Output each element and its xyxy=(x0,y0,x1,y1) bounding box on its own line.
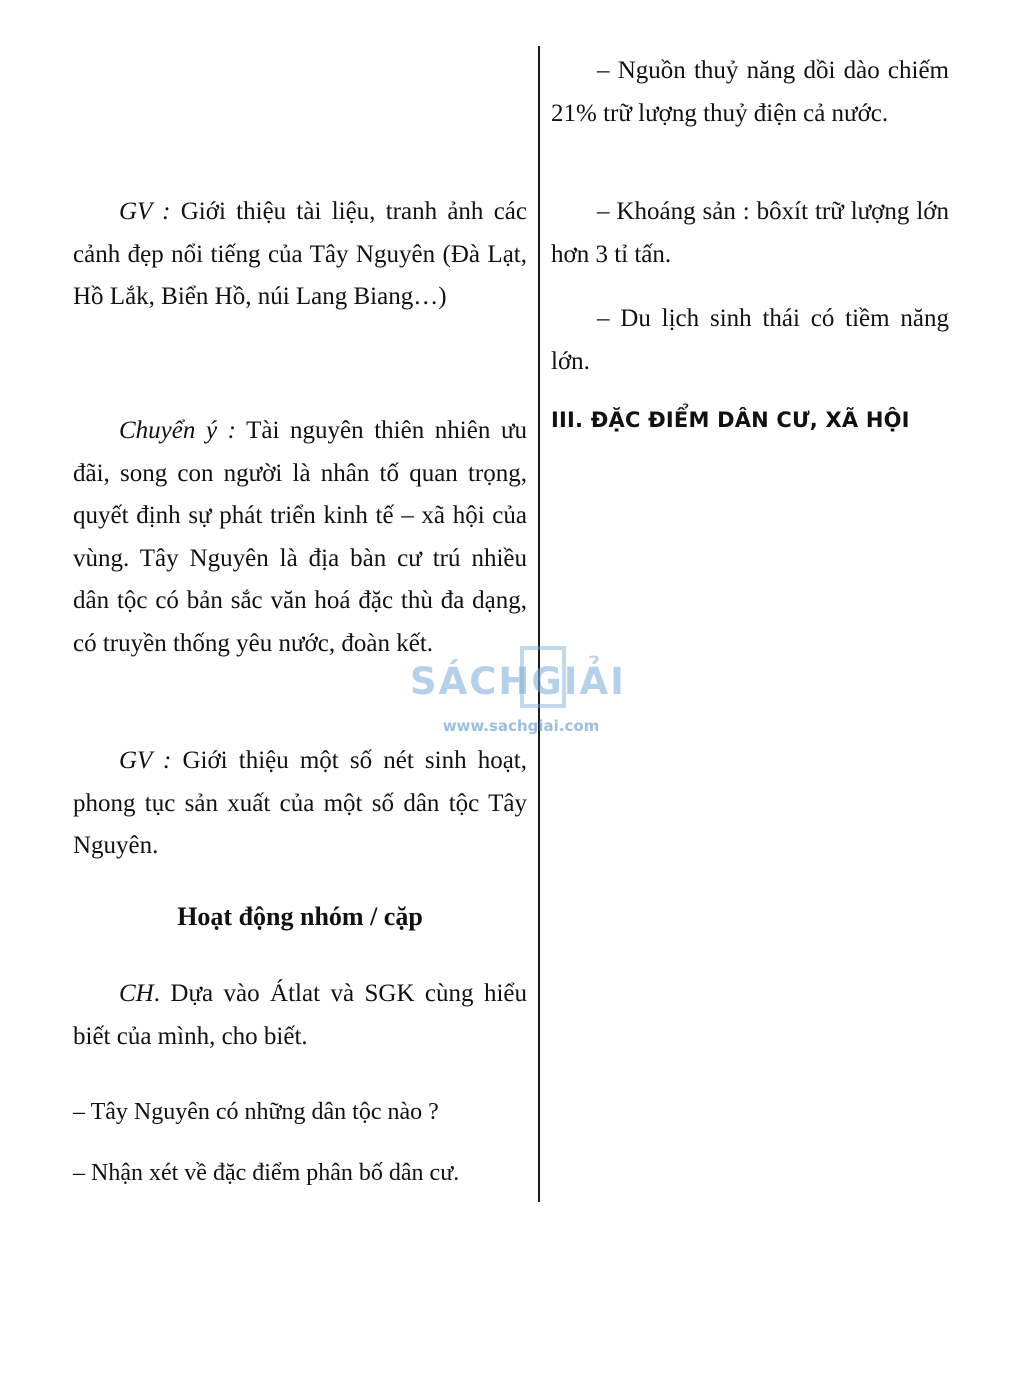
tourism-point: – Du lịch sinh thái có tiềm năng lớn. xyxy=(551,305,949,375)
question-item-2: – Nhận xét về đặc điểm phân bố dân cư. xyxy=(73,1160,460,1186)
teacher-intro-paragraph xyxy=(73,191,527,319)
gv-label: GV : xyxy=(119,198,171,225)
paragraph-text: Tài nguyên thiên nhiên ưu đãi, song con người là nhân tố quan trọng, quyết định sự phát triển kinh tế – xã hội của vùng. Tây Nguyên là địa bàn cư trú nhiều dân tộc có bản sắc văn hoá đặc thù đa dạng, có truyền thống yêu nước, đoàn kết. xyxy=(73,417,527,657)
column-divider xyxy=(538,46,540,1202)
transition-paragraph xyxy=(73,410,527,666)
question-item-1: – Tây Nguyên có những dân tộc nào ? xyxy=(73,1099,439,1125)
teacher-customs-paragraph xyxy=(73,740,527,868)
minerals-point: – Khoáng sản : bôxít trữ lượng lớn hơn 3 tỉ tấn. xyxy=(551,198,949,268)
hydropower-point: – Nguồn thuỷ năng dồi dào chiếm 21% trữ lượng thuỷ điện cả nước. xyxy=(551,57,949,127)
gv-label: GV : xyxy=(119,747,172,774)
chuyen-y-label: Chuyển ý : xyxy=(119,417,236,444)
paragraph-text: . Dựa vào Átlat và SGK cùng hiểu biết của mình, cho biết. xyxy=(73,980,527,1050)
watermark-text: SÁCHGIẢI xyxy=(410,660,626,703)
section-title: III. ĐẶC ĐIỂM DÂN CƯ, XÃ HỘI xyxy=(551,408,910,432)
paragraph-text: Giới thiệu tài liệu, tranh ảnh các cảnh đẹp nổi tiếng của Tây Nguyên (Đà Lạt, Hồ Lắk, Biển Hồ, núi Lang Biang…) xyxy=(73,198,527,311)
activity-heading: Hoạt động nhóm / cặp xyxy=(177,902,423,931)
ch-label: CH xyxy=(119,980,154,1007)
question-paragraph xyxy=(73,973,527,1058)
paragraph-text: Giới thiệu một số nét sinh hoạt, phong tục sản xuất của một số dân tộc Tây Nguyên. xyxy=(73,747,527,860)
watermark-url: www.sachgiai.com xyxy=(442,717,600,735)
